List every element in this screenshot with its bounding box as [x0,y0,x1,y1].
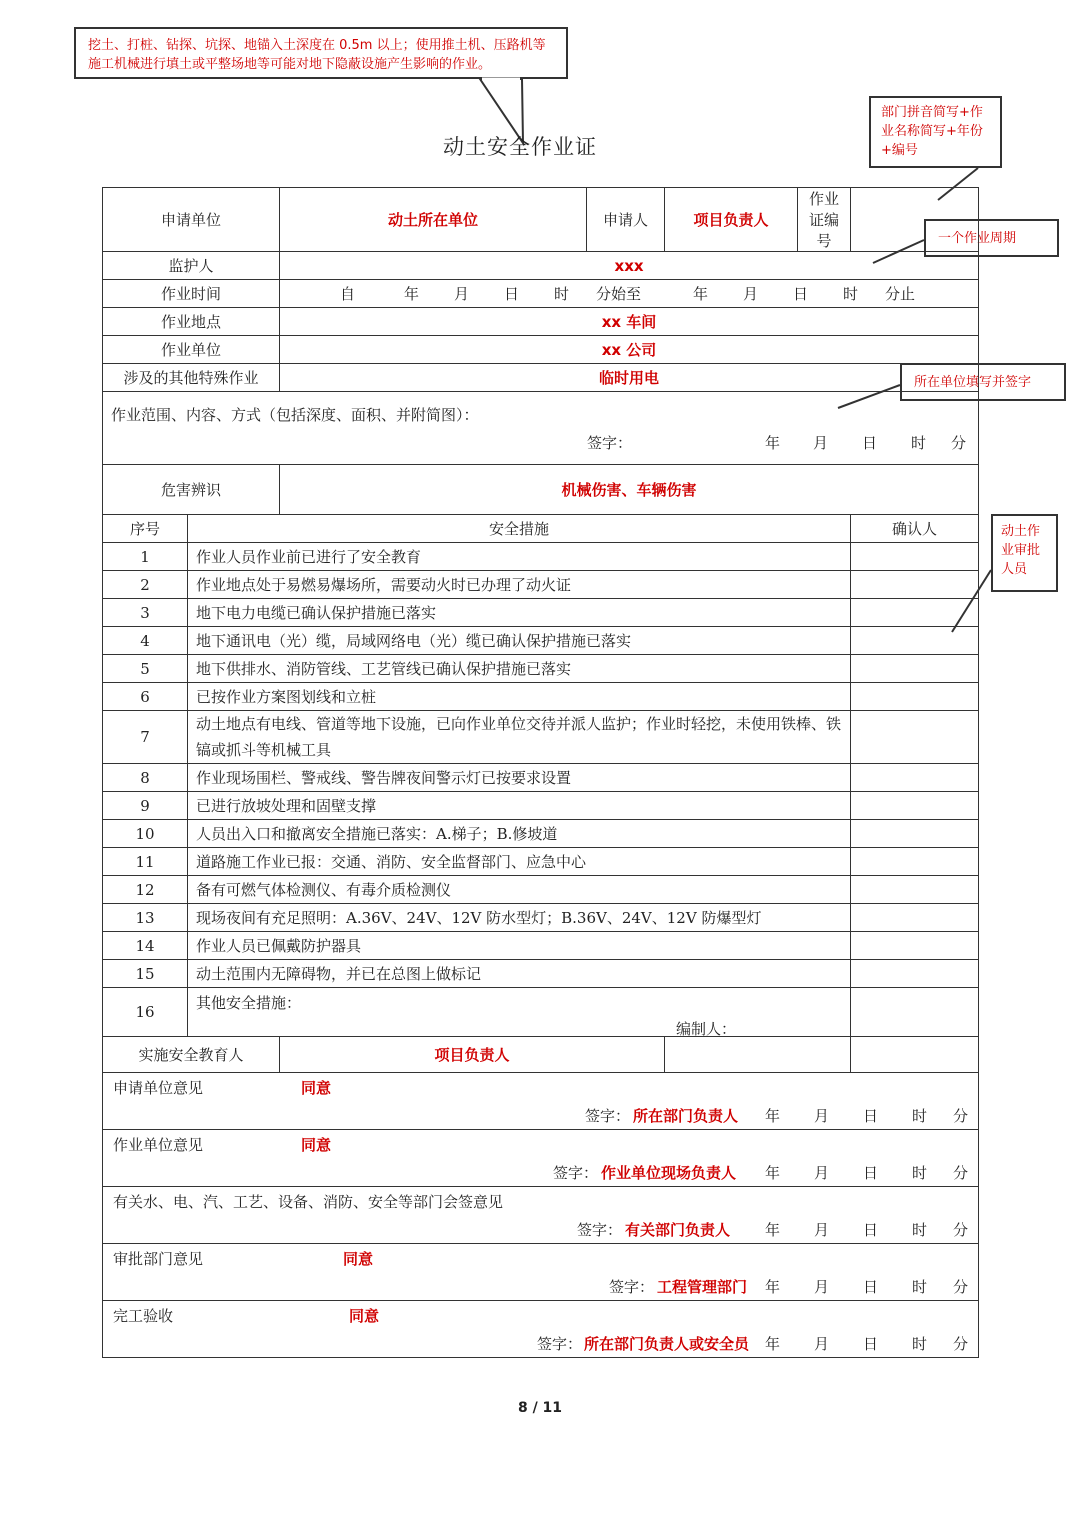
time-year-1: 年 [404,285,420,303]
opinion-value: 同意 [343,1250,374,1268]
measure-confirmer[interactable] [851,571,979,599]
opinion-month: 月 [814,1164,830,1182]
measures-confirmer-header: 确认人 [851,515,979,543]
applicant-label: 申请人 [587,188,665,252]
hazard-label: 危害辨识 [103,465,280,515]
opinion-minute: 分 [953,1221,969,1239]
apply-unit-value[interactable]: 动土所在单位 [280,188,587,252]
opinion-hour: 时 [912,1335,928,1353]
opinion-sign-label: 签字： [577,1221,623,1239]
measure-text: 现场夜间有充足照明：A.36V、24V、12V 防水型灯；B.36V、24V、12V 防爆型灯 [188,904,851,932]
opinion-minute: 分 [953,1278,969,1296]
permit-no-value[interactable] [851,188,979,252]
opinion-day: 日 [863,1107,879,1125]
measure-confirmer[interactable] [851,848,979,876]
time-hour-1: 时 [554,285,570,303]
other-measures-no: 16 [103,988,188,1037]
guardian-label: 监护人 [103,252,280,280]
measure-no: 13 [103,904,188,932]
measure-no: 10 [103,820,188,848]
time-min-end: 分止 [885,285,916,303]
other-measures-label: 其他安全措施： [196,994,302,1012]
scope-month: 月 [813,433,829,452]
educator-extra-2[interactable] [851,1037,979,1073]
work-unit-value[interactable]: xx 公司 [280,336,979,364]
time-month-2: 月 [743,285,759,303]
callout-code-text: 部门拼音简写+作业名称简写+年份+编号 [881,105,983,158]
callout-period-text: 一个作业周期 [938,231,1017,246]
opinion-label: 审批部门意见 [113,1250,204,1268]
measure-text: 地下通讯电（光）缆，局域网络电（光）缆已确认保护措施已落实 [188,627,851,655]
opinion-block[interactable] [103,1244,979,1301]
measure-text: 作业人员已佩戴防护器具 [188,932,851,960]
compiler-label: 编制人： [676,1020,737,1038]
special-work-value[interactable]: 临时用电 [280,364,979,392]
measure-text: 地下电力电缆已确认保护措施已落实 [188,599,851,627]
opinion-month: 月 [814,1278,830,1296]
measure-confirmer[interactable] [851,655,979,683]
measure-confirmer[interactable] [851,932,979,960]
measure-confirmer[interactable] [851,960,979,988]
opinion-value: 同意 [349,1307,380,1325]
opinion-year: 年 [765,1164,781,1182]
measure-confirmer[interactable] [851,599,979,627]
educator-label: 实施安全教育人 [103,1037,280,1073]
opinion-hour: 时 [912,1107,928,1125]
callout-approver-text: 动土作业审批人员 [1001,524,1041,577]
opinion-signer: 所在部门负责人 [633,1107,739,1125]
measure-confirmer[interactable] [851,764,979,792]
measure-no: 9 [103,792,188,820]
educator-value[interactable]: 项目负责人 [280,1037,665,1073]
measure-text: 道路施工作业已报：交通、消防、安全监督部门、应急中心 [188,848,851,876]
opinion-minute: 分 [953,1164,969,1182]
measure-no: 5 [103,655,188,683]
opinion-day: 日 [863,1164,879,1182]
time-min-start: 分始至 [596,285,642,303]
opinion-sign-label: 签字： [553,1164,599,1182]
opinion-year: 年 [765,1107,781,1125]
opinion-signer: 有关部门负责人 [625,1221,731,1239]
opinion-signer: 所在部门负责人或安全员 [584,1335,750,1353]
location-value[interactable]: xx 车间 [280,308,979,336]
opinion-month: 月 [814,1221,830,1239]
measure-text: 地下供排水、消防管线、工艺管线已确认保护措施已落实 [188,655,851,683]
callout-scope-text: 挖土、打桩、钻探、坑探、地锚入土深度在 0.5m 以上；使用推土机、压路机等施工机械进行填土或平整场地等可能对地下隐蔽设施产生影响的作业。 [88,38,546,72]
special-work-label: 涉及的其他特殊作业 [103,364,280,392]
measure-text: 已进行放坡处理和固壁支撑 [188,792,851,820]
measure-no: 15 [103,960,188,988]
permit-no-label: 作业证编号 [798,188,851,252]
measure-text: 动土范围内无障碍物，并已在总图上做标记 [188,960,851,988]
measure-no: 14 [103,932,188,960]
measure-text: 作业人员作业前已进行了安全教育 [188,543,851,571]
measure-text: 人员出入口和撤离安全措施已落实：A.梯子；B.修坡道 [188,820,851,848]
time-year-2: 年 [693,285,709,303]
measure-text: 已按作业方案图划线和立桩 [188,683,851,711]
measure-no: 4 [103,627,188,655]
time-day-1: 日 [504,285,520,303]
hazard-value[interactable]: 机械伤害、车辆伤害 [280,465,979,515]
page-title: 动土安全作业证 [443,135,597,159]
time-hour-2: 时 [843,285,859,303]
time-value-row[interactable] [280,280,979,308]
location-label: 作业地点 [103,308,280,336]
opinion-hour: 时 [912,1278,928,1296]
measure-confirmer[interactable] [851,792,979,820]
scope-day: 日 [862,433,878,452]
scope-hour: 时 [911,433,927,452]
opinion-month: 月 [814,1107,830,1125]
measure-confirmer[interactable] [851,904,979,932]
scope-cell[interactable] [103,392,979,465]
measure-confirmer[interactable] [851,820,979,848]
opinion-year: 年 [765,1278,781,1296]
measure-confirmer[interactable] [851,876,979,904]
opinion-block[interactable] [103,1130,979,1187]
time-from: 自 [340,285,356,303]
measure-no: 8 [103,764,188,792]
apply-unit-label: 申请单位 [103,188,280,252]
measure-text: 作业地点处于易燃易爆场所，需要动火时已办理了动火证 [188,571,851,599]
measure-text: 备有可燃气体检测仪、有毒介质检测仪 [188,876,851,904]
opinion-signer: 作业单位现场负责人 [601,1164,737,1182]
opinion-label: 完工验收 [113,1307,174,1325]
opinion-label: 申请单位意见 [113,1079,204,1097]
other-measures-cell[interactable] [188,988,851,1037]
applicant-value[interactable]: 项目负责人 [665,188,798,252]
opinion-minute: 分 [953,1335,969,1353]
opinion-block[interactable] [103,1301,979,1358]
measure-confirmer[interactable] [851,711,979,764]
opinion-sign-label: 签字： [585,1107,631,1125]
scope-label: 作业范围、内容、方式（包括深度、面积、并附简图）： [111,405,479,424]
measure-confirmer[interactable] [851,543,979,571]
opinion-year: 年 [765,1221,781,1239]
measure-no: 3 [103,599,188,627]
opinion-value: 同意 [301,1136,332,1154]
opinion-day: 日 [863,1278,879,1296]
opinion-signer: 工程管理部门 [657,1278,748,1296]
opinion-minute: 分 [953,1107,969,1125]
opinion-block[interactable] [103,1187,979,1244]
opinion-day: 日 [863,1221,879,1239]
scope-sign-line [111,432,970,453]
opinion-hour: 时 [912,1221,928,1239]
measure-confirmer[interactable] [851,683,979,711]
work-unit-label: 作业单位 [103,336,280,364]
scope-sign: 签字： [587,433,633,452]
measure-confirmer[interactable] [851,627,979,655]
measures-no-header: 序号 [103,515,188,543]
scope-year: 年 [765,433,781,452]
time-month-1: 月 [454,285,470,303]
opinion-month: 月 [814,1335,830,1353]
opinion-hour: 时 [912,1164,928,1182]
opinion-label: 作业单位意见 [113,1136,204,1154]
page-number: 8 / 11 [517,1400,563,1416]
time-label: 作业时间 [103,280,280,308]
measure-no: 12 [103,876,188,904]
guardian-value[interactable]: xxx [280,252,979,280]
scope-minute: 分 [951,433,967,452]
measures-text-header: 安全措施 [188,515,851,543]
opinion-year: 年 [765,1335,781,1353]
opinion-value: 同意 [301,1079,332,1097]
other-measures-confirmer[interactable] [851,988,979,1037]
opinion-block[interactable] [103,1073,979,1130]
educator-extra-1[interactable] [665,1037,851,1073]
permit-form-table [102,187,979,1358]
opinion-sign-label: 签字： [609,1278,655,1296]
measure-no: 7 [103,711,188,764]
opinion-sign-label: 签字： [537,1335,583,1353]
measure-no: 6 [103,683,188,711]
opinion-label: 有关水、电、汽、工艺、设备、消防、安全等部门会签意见 [113,1193,504,1211]
measure-text: 动土地点有电线、管道等地下设施，已向作业单位交待并派人监护；作业时轻挖，未使用铁棒、铁镐或抓斗等机械工具 [188,711,851,764]
measure-no: 2 [103,571,188,599]
measure-no: 11 [103,848,188,876]
opinion-day: 日 [863,1335,879,1353]
callout-sign-text: 所在单位填写并签字 [914,375,1032,390]
time-day-2: 日 [793,285,809,303]
measure-no: 1 [103,543,188,571]
measure-text: 作业现场围栏、警戒线、警告牌夜间警示灯已按要求设置 [188,764,851,792]
